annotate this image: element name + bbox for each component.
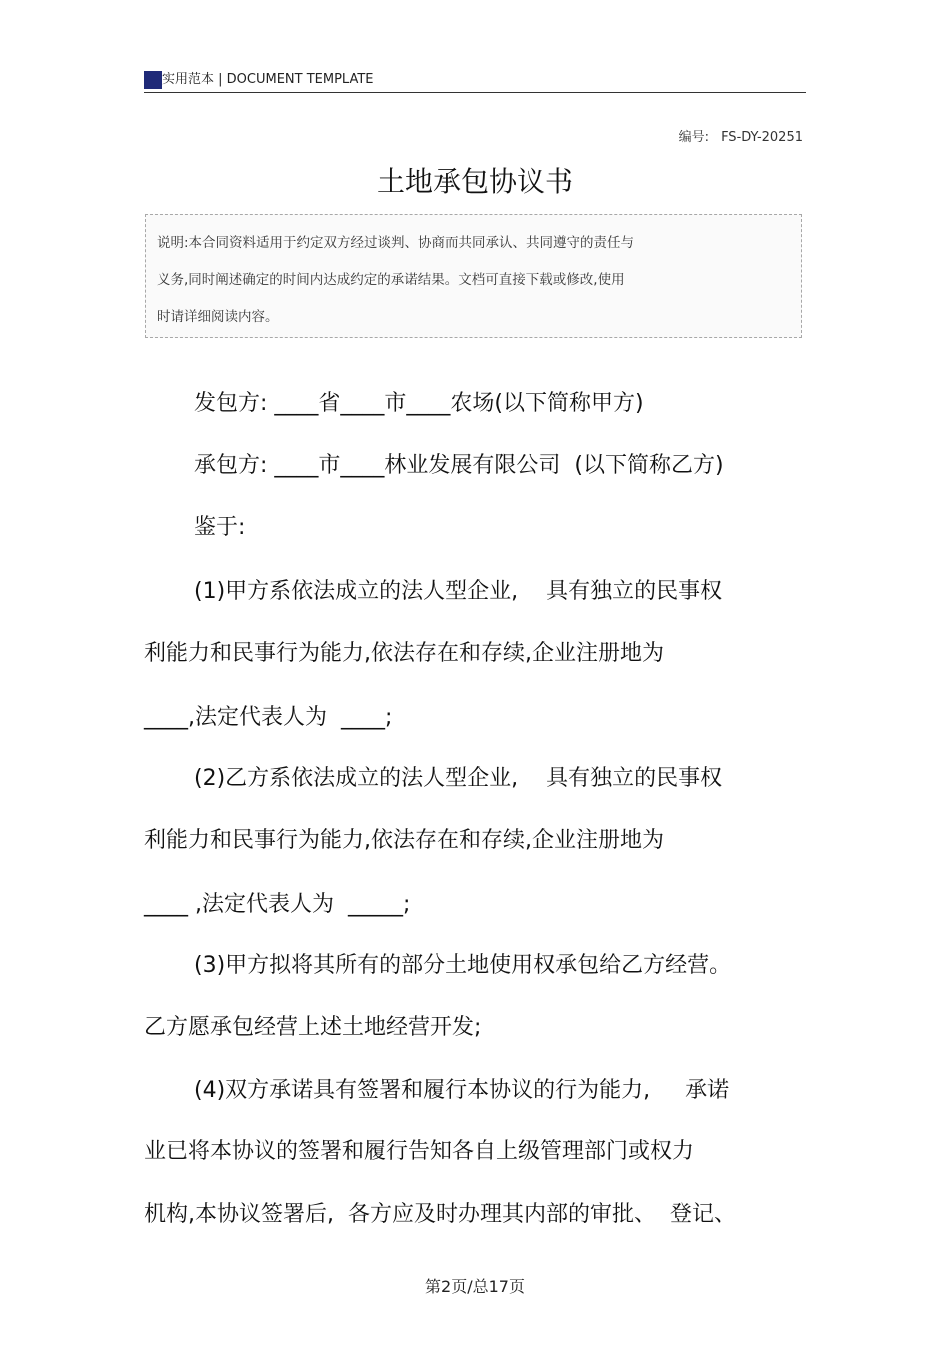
header-divider bbox=[144, 92, 806, 93]
contract-paragraph-line: 承包方: ____市____林业发展有限公司 (以下简称乙方) bbox=[194, 453, 724, 478]
contract-paragraph-line: ____ ,法定代表人为 _____; bbox=[144, 892, 411, 917]
contract-paragraph-line: 发包方: ____省____市____农场(以下简称甲方) bbox=[194, 391, 644, 416]
description-line: 义务,同时阐述确定的时间内达成约定的承诺结果。文档可直接下载或修改,使用 bbox=[157, 272, 625, 288]
contract-paragraph-line: 利能力和民事行为能力,依法存在和存续,企业注册地为 bbox=[144, 828, 664, 853]
contract-paragraph-line: 乙方愿承包经营上述土地经营开发; bbox=[144, 1015, 482, 1040]
header-logo-mark bbox=[144, 71, 162, 89]
document-number-value: FS-DY-20251 bbox=[721, 130, 803, 145]
contract-paragraph-line: (1)甲方系依法成立的法人型企业, 具有独立的民事权 bbox=[194, 579, 723, 604]
contract-paragraph-line: 利能力和民事行为能力,依法存在和存续,企业注册地为 bbox=[144, 641, 664, 666]
contract-paragraph-line: (3)甲方拟将其所有的部分土地使用权承包给乙方经营。 bbox=[194, 953, 732, 978]
contract-paragraph-line: 机构,本协议签署后, 各方应及时办理其内部的审批、 登记、 bbox=[144, 1202, 736, 1227]
document-number bbox=[679, 126, 803, 145]
description-box bbox=[145, 214, 802, 338]
page-indicator: 第2页/总17页 bbox=[425, 1277, 525, 1296]
contract-paragraph-line: ____,法定代表人为 ____; bbox=[144, 705, 393, 730]
contract-paragraph-line: 业已将本协议的签署和履行告知各自上级管理部门或权力 bbox=[144, 1139, 695, 1164]
description-line: 说明:本合同资料适用于约定双方经过谈判、协商而共同承认、共同遵守的责任与 bbox=[157, 235, 635, 251]
header-brand: 实用范本 | DOCUMENT TEMPLATE bbox=[162, 72, 374, 87]
contract-paragraph-line: 鉴于: bbox=[194, 515, 246, 540]
contract-paragraph-line: (2)乙方系依法成立的法人型企业, 具有独立的民事权 bbox=[194, 766, 723, 791]
description-line: 时请详细阅读内容。 bbox=[157, 309, 279, 325]
contract-paragraph-line: (4)双方承诺具有签署和履行本协议的行为能力, 承诺 bbox=[194, 1078, 730, 1103]
document-number-label: 编号: bbox=[678, 130, 710, 145]
document-title: 土地承包协议书 bbox=[376, 165, 573, 198]
